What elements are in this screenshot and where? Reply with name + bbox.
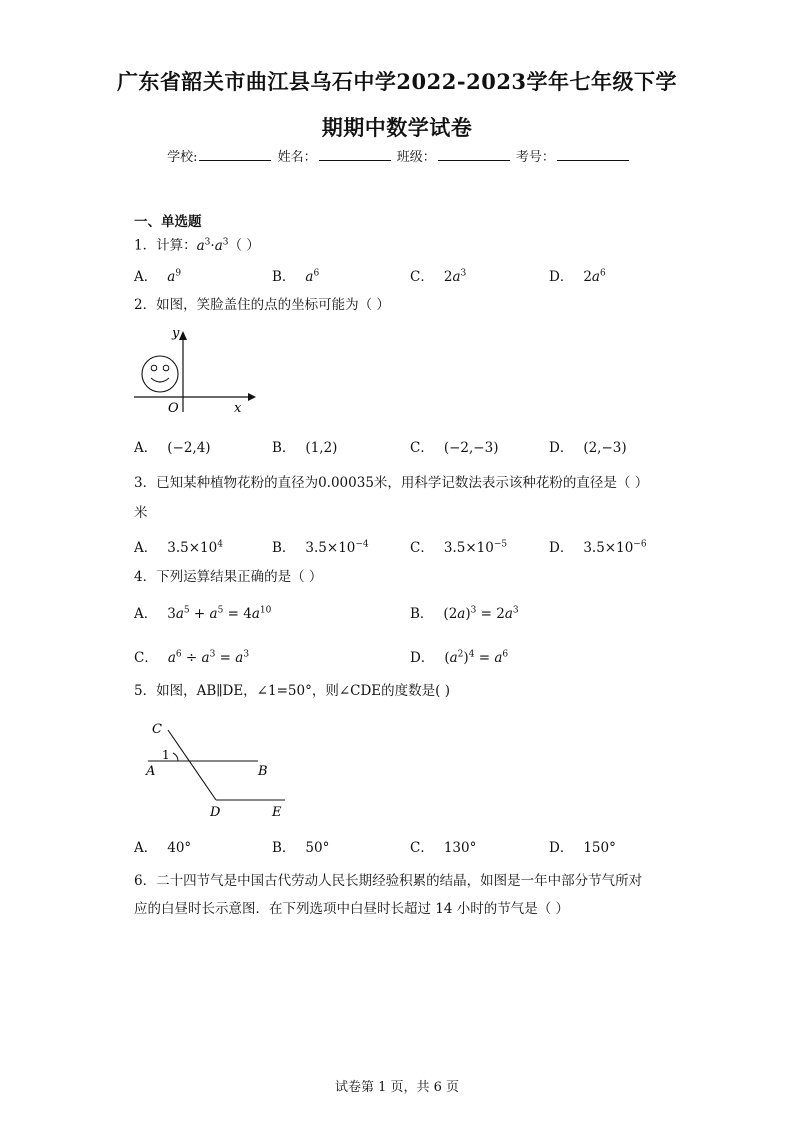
name-label: 姓名： (277, 150, 317, 165)
q5-option-c: C． 130° (410, 840, 477, 856)
question-3-stem-line2: 米 (134, 505, 148, 521)
origin-label: O (168, 401, 179, 416)
label-c: C (152, 722, 162, 737)
school-label: 学校: (167, 150, 198, 165)
label-b: B (258, 764, 268, 779)
q1-stem-suffix: （ ） (228, 237, 260, 254)
class-label: 班级： (396, 150, 436, 165)
q4-option-d: D． $(a^2)^4 = a^6$ (410, 649, 509, 666)
q1-option-c: C． $2a^3$ (410, 268, 467, 285)
q2-option-d: D． (2,−3) (549, 440, 627, 456)
exam-number-label: 考号： (515, 150, 555, 165)
q2-option-a: A． (−2,4) (134, 440, 211, 456)
q4-option-a: A． $3a^5 + a^5 = 4a^{10}$ (134, 605, 272, 622)
line-cd (168, 730, 216, 800)
question-6-stem-line1: 6．二十四节气是中国古代劳动人民长期经验积累的结晶，如图是一年中部分节气所对 (134, 873, 643, 889)
q1-expression: $a^3\cdot a^3$ (196, 237, 229, 254)
page-footer: 试卷第 1 页，共 6 页 (334, 1080, 460, 1095)
question-6-stem-line2: 应的白昼时长示意图．在下列选项中白昼时长超过 14 小时的节气是（ ） (134, 901, 570, 917)
exam-number-blank (557, 148, 629, 161)
q4-option-c: C． $a^6 \div a^3 = a^3$ (134, 649, 250, 666)
q5-option-b: B． 50° (272, 840, 330, 856)
x-axis-label: x (234, 401, 242, 416)
q1-stem-prefix: 1．计算： (134, 237, 197, 254)
name-blank (319, 148, 391, 161)
question-2-stem: 2．如图，笑脸盖住的点的坐标可能为（ ） (134, 297, 390, 313)
q1-option-d: D． $2a^6$ (549, 268, 606, 285)
y-axis-arrow-icon (179, 331, 187, 340)
q3-option-c: C． $3.5\times 10^{-5}$ (410, 539, 508, 556)
q5-option-a: A． 40° (134, 840, 192, 856)
exam-title-line1: 广东省韶关市曲江县乌石中学2022-2023学年七年级下学 (116, 69, 678, 94)
student-info-line (0, 146, 794, 165)
q1-option-a: A． $a^9$ (134, 268, 182, 285)
x-axis-arrow-icon (248, 393, 256, 401)
label-d: D (210, 805, 221, 820)
q5-option-d: D． 150° (549, 840, 616, 856)
exam-title-line2: 期期中数学试卷 (321, 115, 473, 140)
question-4-stem: 4．下列运算结果正确的是（ ） (134, 569, 323, 585)
label-a: A (146, 764, 156, 779)
smiley-face-icon (142, 356, 178, 392)
q1-option-b: B． $a^6$ (272, 268, 320, 285)
school-blank (199, 148, 271, 161)
question-1-stem (134, 231, 260, 257)
q4-option-b: B． $(2a)^3 = 2a^3$ (410, 605, 519, 622)
q3-option-a: A． $3.5\times 10^4$ (134, 539, 223, 556)
y-axis-label: y (172, 326, 180, 341)
class-blank (438, 148, 510, 161)
q2-option-c: C． (−2,−3) (410, 440, 499, 456)
q2-option-b: B． (1,2) (272, 440, 338, 456)
q5-parallel-lines-figure (140, 718, 300, 822)
q3-option-d: D． $3.5\times 10^{-6}$ (549, 539, 647, 556)
label-e: E (272, 805, 282, 820)
q3-option-b: B． $3.5\times 10^{-4}$ (272, 539, 369, 556)
question-5-stem: 5．如图，AB∥DE，∠1=50°，则∠CDE的度数是( ) (134, 683, 450, 699)
question-3-stem-line1: 3．已知某种植物花粉的直径为0.00035米，用科学记数法表示该种花粉的直径是（ ） (134, 475, 649, 491)
section-heading: 一、单选题 (134, 214, 202, 230)
label-angle-1: 1 (162, 748, 170, 762)
q2-coordinate-figure (130, 322, 260, 418)
